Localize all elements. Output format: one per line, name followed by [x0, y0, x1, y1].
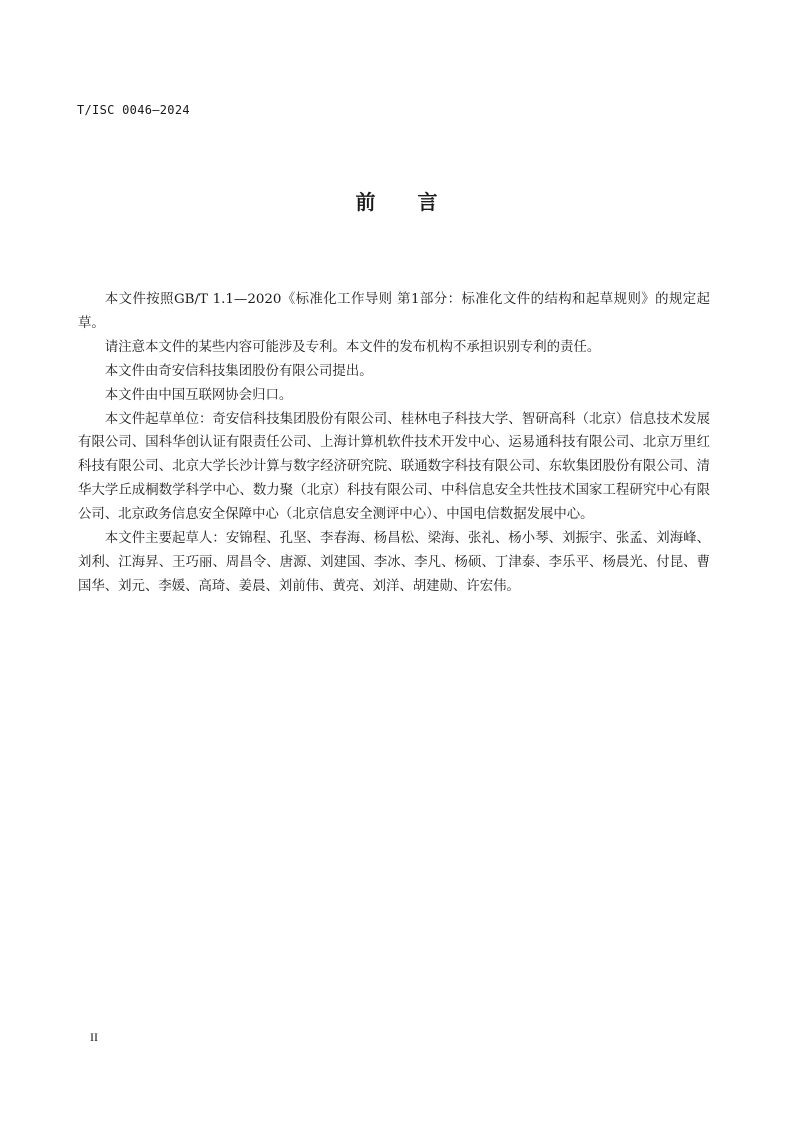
foreword-body [78, 288, 710, 599]
title-char-1: 前 [355, 190, 376, 214]
paragraph-proposer: 本文件由奇安信科技集团股份有限公司提出。 [104, 363, 373, 379]
paragraph-drafting-units: 本文件起草单位：奇安信科技集团股份有限公司、桂林电子科技大学、智研高科（北京）信息技术发展有限公司、国科华创认证有限责任公司、上海计算机软件技术开发中心、运易通科技有限公司、北京万里红科技有限公司、北京大学长沙计算与数字经济研究院、联通数字科技有限公司、东软集团股份有限公司、清华大学丘成桐数学科学中心、数力聚（北京）科技有限公司、中科信息安全共性技术国家工程研究中心有限公司、北京政务信息安全保障中心（北京信息安全测评中心）、中国电信数据发展中心。 [78, 411, 710, 523]
page-title [0, 186, 793, 215]
title-char-2: 言 [417, 190, 438, 214]
paragraph-administrator: 本文件由中国互联网协会归口。 [104, 387, 293, 403]
page-number: II [90, 1030, 98, 1044]
document-code: T/ISC 0046—2024 [77, 103, 190, 117]
paragraph-drafting-rule: 本文件按照GB/T 1.1—2020《标准化工作导则 第1部分：标准化文件的结构和起草规则》的规定起草。 [78, 292, 710, 331]
paragraph-drafters: 本文件主要起草人：安锦程、孔坚、李春海、杨昌松、梁海、张礼、杨小琴、刘振宇、张孟、刘海峰、刘利、江海昇、王巧丽、周昌令、唐源、刘建国、李冰、李凡、杨硕、丁津泰、李乐平、杨晨光、付昆、曹国华、刘元、李媛、高琦、姜晨、刘前伟、黄亮、刘洋、胡建勋、许宏伟。 [78, 531, 710, 594]
paragraph-patent-notice: 请注意本文件的某些内容可能涉及专利。本文件的发布机构不承担识别专利的责任。 [104, 339, 601, 355]
